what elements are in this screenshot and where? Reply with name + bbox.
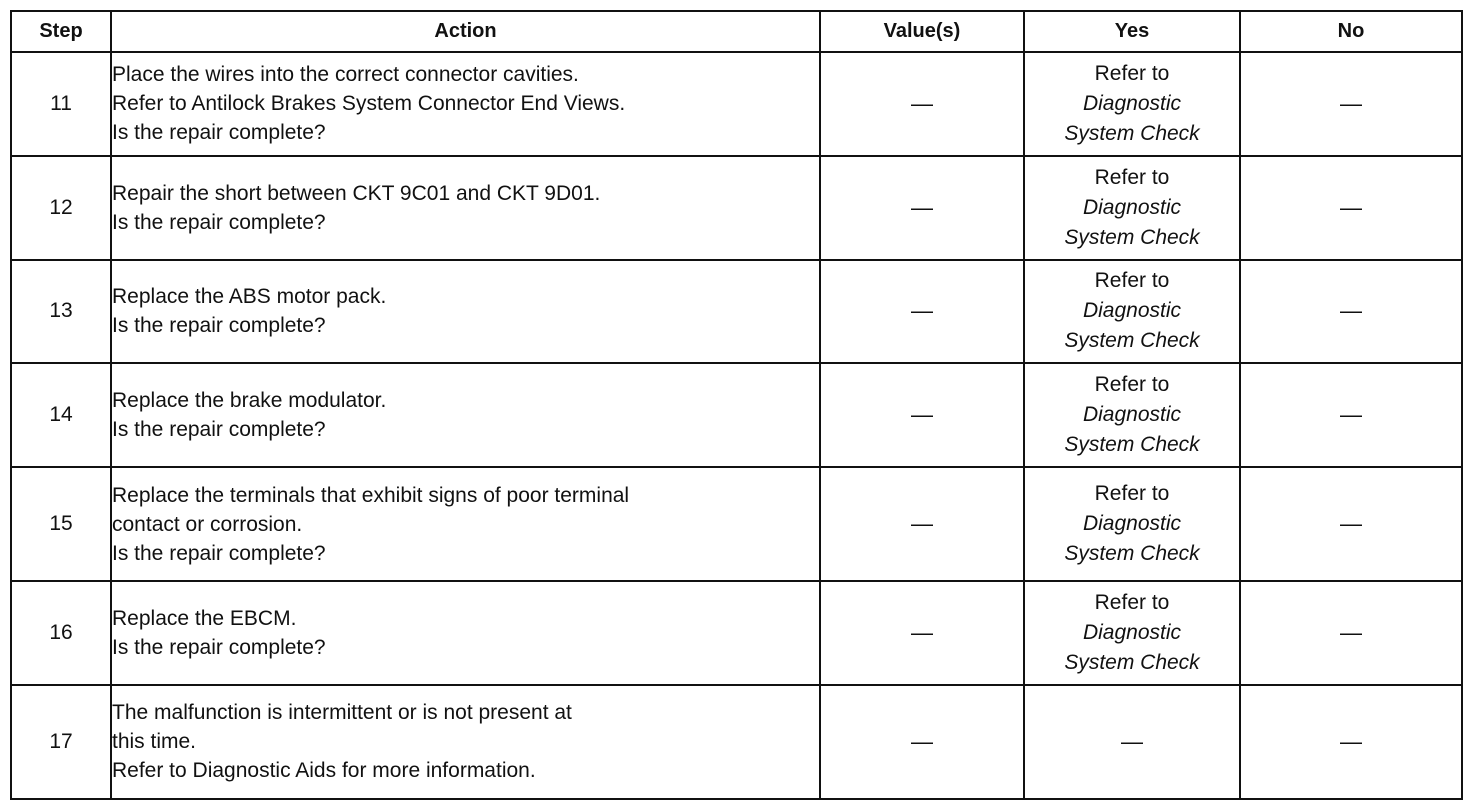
header-row	[11, 11, 1462, 52]
yes-reference-link-text: Diagnostic	[1082, 403, 1182, 427]
no-cell: —	[1240, 685, 1462, 799]
table-row	[11, 52, 1462, 156]
yes-reference-link-text: Diagnostic	[1082, 512, 1182, 536]
action-line: The malfunction is intermittent or is not present at	[112, 701, 572, 725]
action-cell	[111, 581, 820, 685]
header-step: Step	[11, 11, 111, 52]
yes-reference-link-text: System Check	[1064, 433, 1200, 457]
action-cell	[111, 467, 820, 581]
action-line: Is the repair complete?	[112, 314, 326, 338]
action-line: Replace the terminals that exhibit signs of poor terminal	[112, 483, 630, 507]
yes-reference-link-text: Diagnostic	[1082, 299, 1182, 323]
value-cell: —	[820, 156, 1024, 260]
table-row	[11, 363, 1462, 467]
action-line: Repair the short between CKT 9C01 and CKT 9D01.	[112, 181, 601, 205]
yes-cell	[1024, 581, 1240, 685]
step-number: 14	[11, 363, 111, 467]
header-values: Value(s)	[820, 11, 1024, 52]
action-line: Is the repair complete?	[112, 635, 326, 659]
yes-cell	[1024, 156, 1240, 260]
yes-refer-text: Refer to	[1094, 269, 1170, 293]
yes-refer-text: Refer to	[1094, 590, 1170, 614]
table-row	[11, 260, 1462, 364]
yes-cell	[1024, 363, 1240, 467]
no-cell: —	[1240, 467, 1462, 581]
table-row	[11, 156, 1462, 260]
yes-reference-link-text: Diagnostic	[1082, 195, 1182, 219]
yes-reference-link-text: Diagnostic	[1082, 91, 1182, 115]
action-line: Is the repair complete?	[112, 541, 326, 565]
no-cell: —	[1240, 581, 1462, 685]
action-line: Is the repair complete?	[112, 418, 326, 442]
action-line: Place the wires into the correct connector cavities.	[112, 63, 579, 87]
step-number: 17	[11, 685, 111, 799]
action-line: this time.	[112, 730, 197, 754]
header-yes: Yes	[1024, 11, 1240, 52]
table-row	[11, 467, 1462, 581]
yes-reference-link-text: System Check	[1064, 225, 1200, 249]
header-action: Action	[111, 11, 820, 52]
action-cell	[111, 156, 820, 260]
no-cell: —	[1240, 52, 1462, 156]
action-line: Refer to Antilock Brakes System Connector End Views.	[112, 92, 626, 116]
header-no: No	[1240, 11, 1462, 52]
yes-reference-link-text: Diagnostic	[1082, 620, 1182, 644]
yes-reference-link-text: System Check	[1064, 121, 1200, 145]
value-cell: —	[820, 363, 1024, 467]
yes-refer-text: Refer to	[1094, 165, 1170, 189]
action-cell	[111, 685, 820, 799]
action-cell	[111, 260, 820, 364]
step-number: 16	[11, 581, 111, 685]
yes-cell	[1024, 467, 1240, 581]
no-cell: —	[1240, 260, 1462, 364]
step-number: 11	[11, 52, 111, 156]
yes-cell	[1024, 52, 1240, 156]
step-number: 13	[11, 260, 111, 364]
yes-cell	[1024, 260, 1240, 364]
table-row	[11, 581, 1462, 685]
action-line: Is the repair complete?	[112, 121, 326, 145]
yes-refer-text: Refer to	[1094, 61, 1170, 85]
action-line: Replace the EBCM.	[112, 606, 297, 630]
no-cell: —	[1240, 363, 1462, 467]
action-line: Is the repair complete?	[112, 210, 326, 234]
yes-reference-link-text: System Check	[1064, 329, 1200, 353]
action-line: Replace the ABS motor pack.	[112, 285, 387, 309]
no-cell: —	[1240, 156, 1462, 260]
diagnostic-steps-table	[10, 10, 1463, 800]
table-body	[11, 52, 1462, 799]
value-cell: —	[820, 467, 1024, 581]
action-line: contact or corrosion.	[112, 512, 303, 536]
action-cell	[111, 52, 820, 156]
yes-refer-text: Refer to	[1094, 373, 1170, 397]
yes-reference-link-text: System Check	[1064, 542, 1200, 566]
table-row	[11, 685, 1462, 799]
value-cell: —	[820, 52, 1024, 156]
diagnostic-table-container	[10, 10, 1461, 800]
step-number: 12	[11, 156, 111, 260]
yes-refer-text: Refer to	[1094, 482, 1170, 506]
step-number: 15	[11, 467, 111, 581]
yes-cell: —	[1024, 685, 1240, 799]
value-cell: —	[820, 260, 1024, 364]
value-cell: —	[820, 581, 1024, 685]
action-line: Replace the brake modulator.	[112, 389, 387, 413]
action-line: Refer to Diagnostic Aids for more information.	[112, 759, 536, 783]
action-cell	[111, 363, 820, 467]
yes-reference-link-text: System Check	[1064, 650, 1200, 674]
value-cell: —	[820, 685, 1024, 799]
